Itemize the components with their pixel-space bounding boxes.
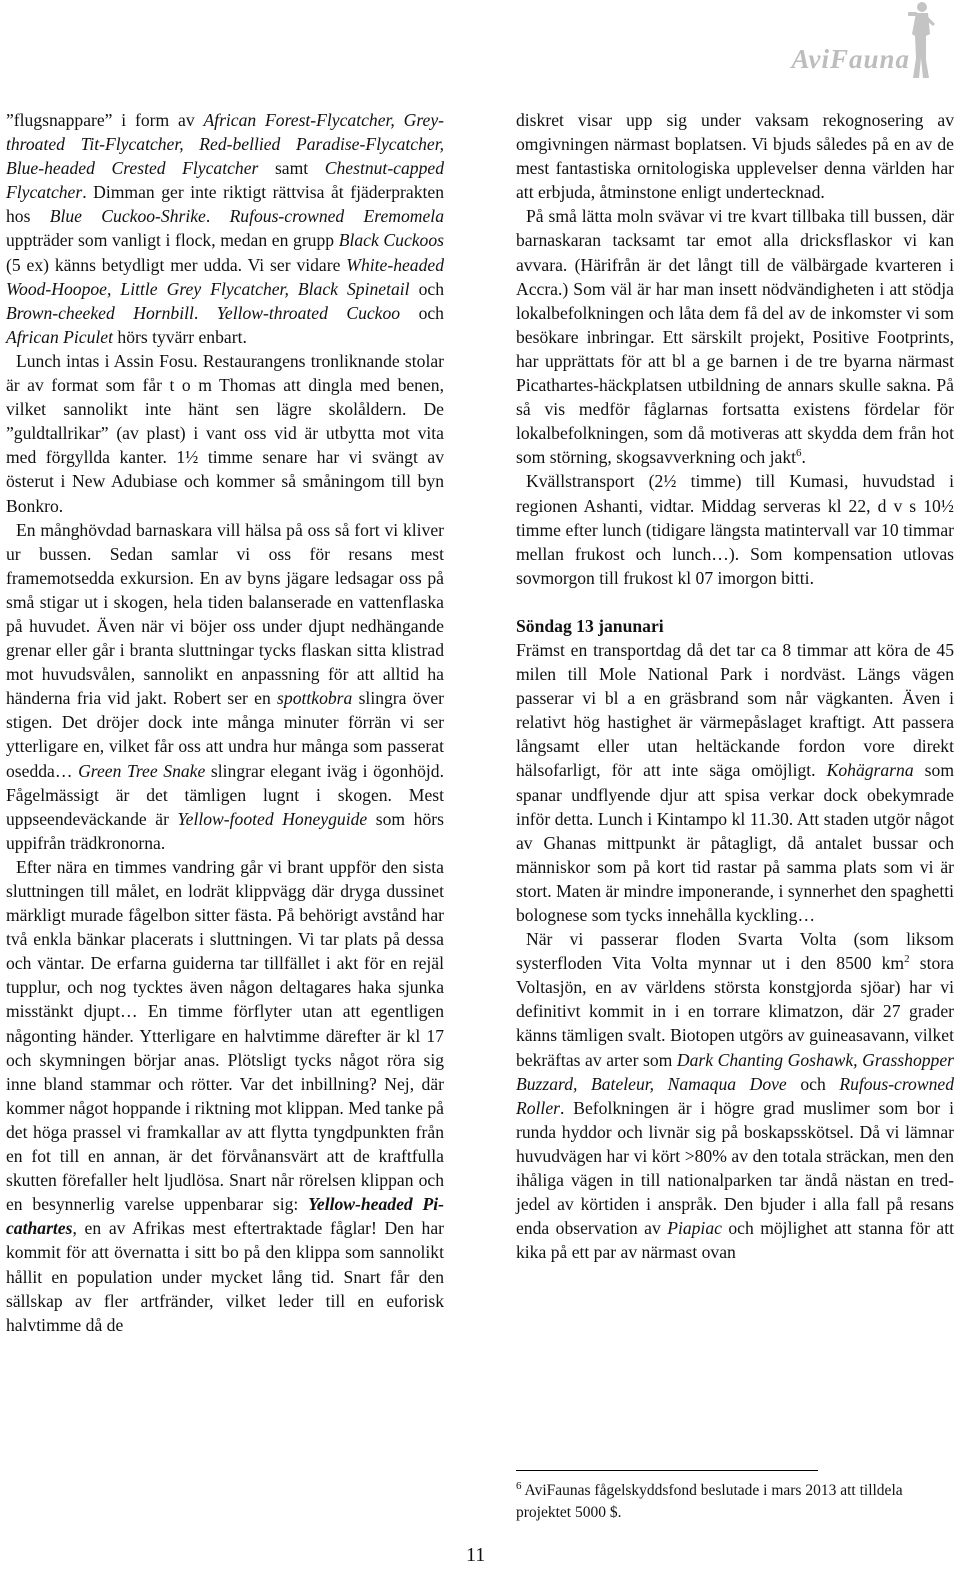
paragraph: När vi passerar floden Svarta Volta (som liksom systerfloden Vita Volta mynnar ut i den 8500 $km^2$ stora Voltasjön, en av världens största konstgjorda sjöar) har vi definitivt kommit in i en torrare klimatzon, där 27 grader känns tämligen svalt. Biotopen utgörs av guineasavann, vilket bekräftas av arter som Dark Chanting Goshawk, Grasshopper Buzzard, Bateleur, Namaqua Dove och Rufous-crowned Roller. Befolkningen är i högre grad muslimer som bor i runda hyddor och livnär sig på boskapsskötsel. Då vi lämnar huvudvägen har vi kört >80% av den totala sträckan, men den ihåliga vägen in till nationalparken tar ändå nästan en tredjedel av körtiden i anspråk. Den bjuder i alla fall på resans enda observation av Piapiac och möjlighet att stanna för att kika på ett par av närmast ovan — [516, 929, 954, 1263]
page-number: 11 — [466, 1544, 486, 1566]
paragraph: diskret visar upp sig under vaksam rekognosering av omgivningen närmast boplatsen. Vi bjuds således på en av de mest fantastiska ornitologiska upplevelser denna världen har att erbjuda, åtminstone enligt undertecknad. — [516, 110, 954, 203]
section-spacer — [516, 590, 954, 614]
paragraph: Främst en transportdag då det tar ca 8 timmar att köra de 45 milen till Mole National Park i nordväst. Längs vägen passerar vi bl a en gräsbrand som når vägkanten. Även i relativt hög hastighet är värmepåslaget kraftigt. Att passera långsamt eller utan heltäckande fordon vore direkt hälsofarligt, för att inte säga omöjligt. Kohägrarna som spanar undflyende djur att spisa verkar dock obekymrade inför detta. Lunch i Kintampo kl 11.30. Att staden utgör något av Ghanas mittpunkt är påtagligt, då antalet bussar och människor som på kort tid rastar på samma plats som vi är stort. Maten är mindre imponerande, i synnerhet den spaghetti bolognese som tycks innehålla kyckling… — [516, 639, 955, 925]
paragraph: Kvällstransport (2½ timme) till Kumasi, huvudstad i regionen Ashanti, vidtar. Middag serveras kl 22, d v s 10½ timme efter lunch (tidigare längsta matintervall var 10 timmar mellan frukost och lunch…). Som kompensation utlovas sovmorgon till frukost kl 07 imorgon bitti. — [516, 471, 954, 588]
right-column — [516, 108, 954, 1264]
footnote — [516, 1480, 956, 1523]
avifauna-logo — [746, 0, 946, 80]
section-heading: Söndag 13 janunari — [516, 615, 664, 636]
footnote-mark: 6 — [516, 1479, 522, 1492]
paragraph: Lunch intas i Assin Fosu. Restaurangens tronliknande stolar är av format som får t o m Thomas att dingla med benen, vilket sannolikt inte hänt sen lägre skolåldern. De ”guldtallrikar” (av plast) i vant oss vid är utbytta mot vita med förgyllda kanter. 1½ timme senare har vi svängt av österut i New Adubiase och kommer så småningom till byn Bonkro. — [6, 350, 444, 516]
logo-text: AviFauna — [791, 44, 910, 74]
footnote-text: AviFaunas fågelskyddsfond beslutade i mars 2013 att tilldela projektet 5000 $. — [516, 1482, 903, 1521]
footnote-divider — [516, 1470, 818, 1471]
paragraph: På små lätta moln svävar vi tre kvart tillbaka till bussen, där barnaskaran tacksamt tar emot alla dricksflaskor vi kan avvara. (Härifrån är det långt till de välbärgade kvarteren i Accra.) Som väl är har man insett nödvändigheten i att stödja lokalbefolkningen och låta dem få del av de inkomster vi som besökare inbringar. Ett särskilt projekt, Positive Footprints, har upprättats för att bl a ge barnen i de tre byarna närmast Picathartes-häckplatsen utbildning de annars skulle sakna. På så vis medför fåglarnas fortsatta existens fördelar för lokalbefolkningen, som då motiveras att skydda dem från hot som störning, skogsavverkning och jakt$^6$. — [516, 206, 954, 468]
paragraph: Efter nära en timmes vandring går vi brant uppför den sista sluttningen till målet, en lodrät klippvägg där dryga dussinet märkligt murade fågelbon sitter fästa. På behörigt avstånd har två enkla bänkar placerats i sluttningen. Vi tar plats på dessa och väntar. De erfarna guiderna tar tillfället i akt för en rejäl tupplur, och nog tycktes även någon deltagares haka sjunka misstänkt djupt… En timme förflyter utan att egentligen någonting händer. Ytterligare en halvtimme därefter är kl 17 och skymningen börjar anas. Plötsligt tycks något röra sig inne bland stammar och rötter. Var det inbillning? Nej, där kommer något hoppande i riktning mot klippan. Med tanke på det höga prassel vi framkallar av att flytta tyngdpunkten från en fot till en annan, är det förvånansvärt att de kraftfulla skutten förefaller helt ljudlösa. Snart når rörelsen klippan och en besynnerlig varelse uppenbarar sig: Yellow-headed Picathartes, en av Afrikas mest eftertraktade fåglar! Den har kommit för att övernatta i sitt bo på den klippa som sannolikt hållit en population under mycket lång tid. Snart får den sällskap av fler artfränder, vilket leder till en euforisk halvtimme då de — [6, 856, 444, 1335]
paragraph: En månghövdad barnaskara vill hälsa på oss så fort vi kliver ur bussen. Sedan samlar vi oss för resans mest framemotsedda exkursion. En av byns jägare ledsagar oss på små stigar ut i skogen, hela tiden balanserade en vattenflaska på huvudet. Även när vi böjer oss under djupt nedhängande grenar eller går i branta sluttningar tycks flaskan sitta klistrad mot huvudsvålen, sannolikt en anpassning för att alltid ha händerna fria vid jakt. Robert ser en spottkobra slingra över stigen. Det dröjer dock inte många minuter förrän vi ser ytterligare en, vilket får oss att undra hur många som passerat osedda… Green Tree Snake slingrar elegant iväg i ögonhöjd. Fågelmässigt är det tämligen lugnt i skogen. Mest uppseendeväckande är Yellow-footed Honeyguide som hörs uppifrån trädkronorna. — [6, 519, 444, 853]
left-column — [6, 108, 444, 1337]
paragraph: ”flugsnappare” i form av African Forest-Flycatcher, Grey-throated Tit-Flycatcher, Red-bellied Paradise-Flycatcher, Blue-headed Crested Flycatcher samt Chestnut-capped Flycatcher. Dimman ger inte riktigt rättvisa åt fjäderprakten hos Blue Cuckoo-Shrike. Rufous-crowned Eremomela uppträder som vanligt i flock, medan en grupp Black Cuckoos (5 ex) känns betydligt mer udda. Vi ser vidare White-headed Wood-Hoopoe, Little Grey Flycatcher, Black Spinetail och Brown-cheeked Hornbill. Yellow-throated Cuckoo och African Piculet hörs tyvärr enbart. — [6, 110, 444, 347]
